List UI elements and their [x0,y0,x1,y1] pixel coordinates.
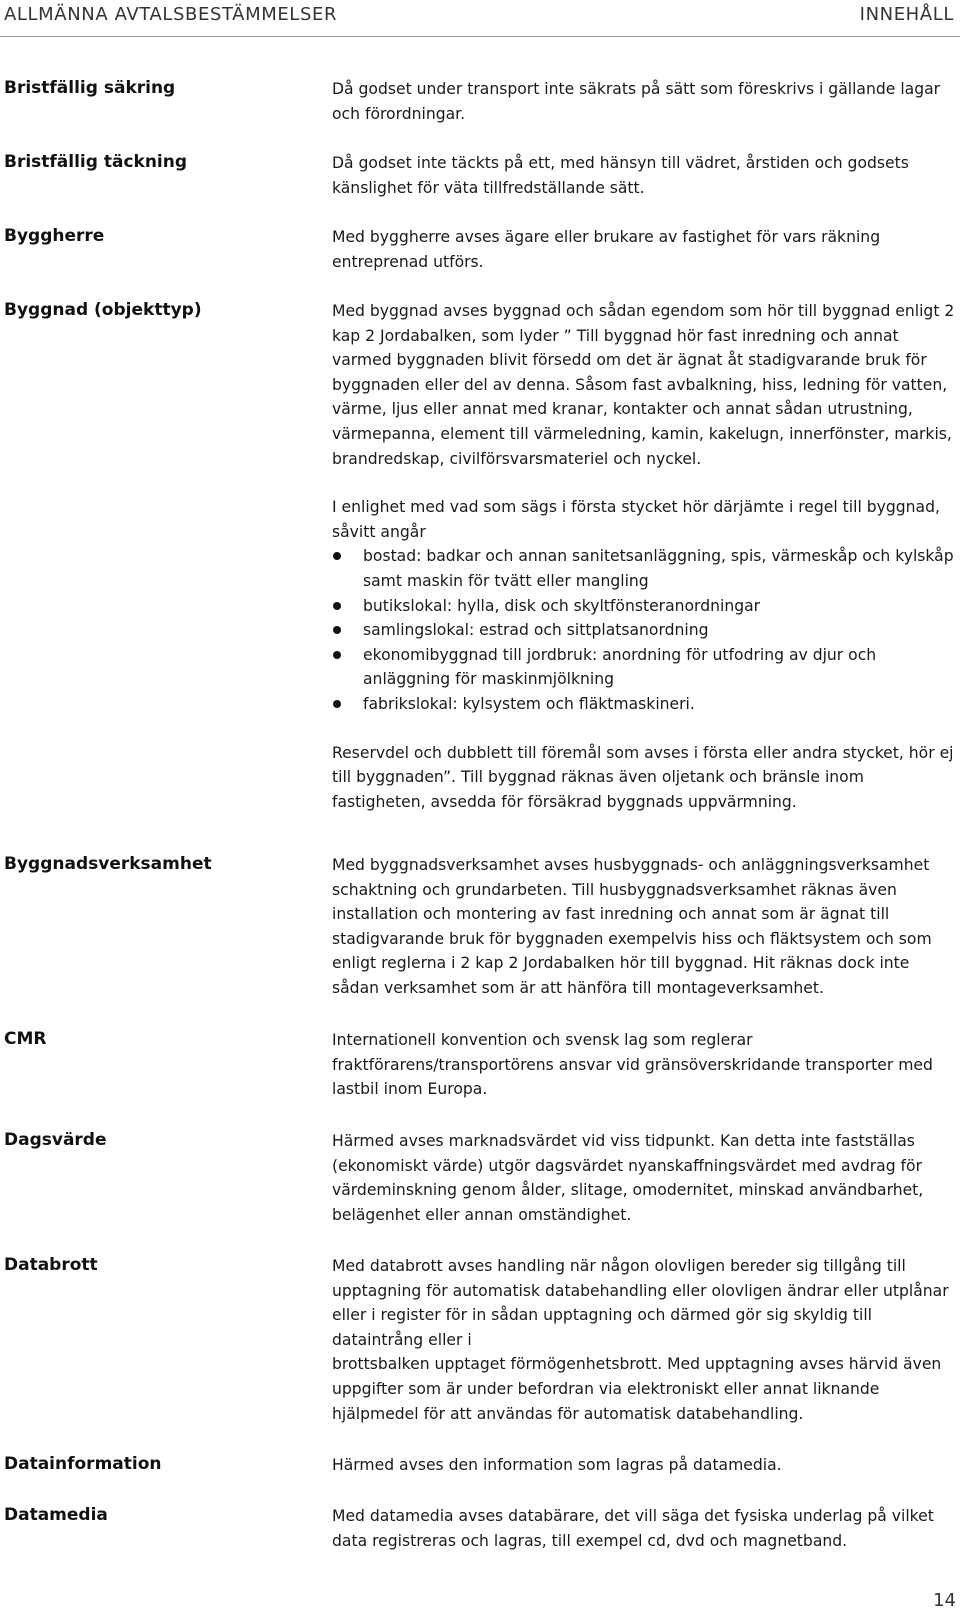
definition-datamedia [332,1504,958,1553]
bullet-icon [333,700,341,708]
list-item: samlingslokal: estrad och sittplatsanordning [332,618,958,643]
definition-paragraph: Med datamedia avses databärare, det vill säga det fysiska underlag på vilket data registreras och lagras, till exempel cd, dvd och magnetband. [332,1507,934,1550]
term-bristfallig-sakring: Bristfällig säkring [4,78,176,98]
definition-paragraph: Med byggnadsverksamhet avses husbyggnads- och anläggningsverksamhet schaktning och grundarbeten. Till husbyggnadsverksamhet räknas även installation och montering av fast inredning och annat som är ägnat till stadigvarande bruk för byggnaden exempelvis hiss och fläktsystem och som enligt reglerna i 2 kap 2 Jordabalken hör till byggnad. Hit räknas dock inte sådan verksamhet som är att hänföra till montageverksamhet. [332,856,932,997]
term-databrott: Databrott [4,1255,98,1275]
term-cmr: CMR [4,1029,47,1049]
definition-bristfallig-sakring [332,77,958,126]
definition-datainformation [332,1453,958,1478]
term-bristfallig-tackning: Bristfällig täckning [4,152,188,172]
definition-paragraph: Med byggherre avses ägare eller brukare av fastighet för vars räkning entreprenad utförs. [332,228,881,271]
definition-paragraph: Reservdel och dubblett till föremål som avses i första eller andra stycket, hör ej till byggnaden”. Till byggnad räknas även oljetank och bränsle inom fastigheten, avsedda för försäkrad byggnads uppvärmning. [332,743,954,811]
definition-byggnadsverksamhet [332,853,958,1001]
definition-databrott [332,1254,958,1426]
term-byggherre: Byggherre [4,226,105,246]
list-item: ekonomibyggnad till jordbruk: anordning för utfodring av djur och anläggning för maskinmjölkning [332,643,958,692]
bullet-icon [333,651,341,659]
page-number: 14 [933,1590,956,1611]
definition-paragraph: I enlighet med vad som sägs i första stycket hör därjämte i regel till byggnad, såvitt angår [332,498,940,541]
definition-bristfallig-tackning [332,151,958,200]
term-datainformation: Datainformation [4,1454,162,1474]
definition-paragraph: brottsbalken upptaget förmögenhetsbrott. Med upptagning avses härvid även uppgifter som är under befordran via elektroniskt eller annat liknande hjälpmedel för att användas för automatisk databehandling. [332,1355,942,1423]
term-byggnadsverksamhet: Byggnadsverksamhet [4,854,212,874]
list-item: bostad: badkar och annan sanitetsanläggning, spis, värmeskåp och kylskåp samt maskin för tvätt eller mangling [332,544,958,593]
bullet-list [332,544,958,716]
definition-dagsvarde [332,1129,958,1227]
bullet-icon [333,602,341,610]
section-title: ALLMÄNNA AVTALSBESTÄMMELSER [4,4,338,25]
definition-paragraph: Då godset under transport inte säkrats på sätt som föreskrivs i gällande lagar och förordningar. [332,80,941,123]
definition-paragraph: Härmed avses marknadsvärdet vid viss tidpunkt. Kan detta inte fastställas (ekonomiskt värde) utgör dagsvärdet nyanskaffningsvärdet med avdrag för värdeminskning genom ålder, slitage, omodernitet, minskad användbarhet, belägenhet eller annan omständighet. [332,1132,924,1224]
definition-paragraph: Med byggnad avses byggnad och sådan egendom som hör till byggnad enligt 2 kap 2 Jordabalken, som lyder ” Till byggnad hör fast inredning och annat varmed byggnaden blivit försedd om det är ägnat åt stadigvarande bruk för byggnaden eller del av denna. Såsom fast avbalkning, hiss, ledning för vatten, värme, ljus eller annat med kranar, kontakter och annat sådan utrustning, värmepanna, element till värmeledning, kamin, kakelugn, innerfönster, markis, brandredskap, civilförsvarsmateriel och nyckel. [332,302,955,468]
term-byggnad-objekttyp: Byggnad (objekttyp) [4,300,202,320]
definition-paragraph: Härmed avses den information som lagras på datamedia. [332,1456,782,1474]
toc-link[interactable]: INNEHÅLL [859,4,954,25]
bullet-icon [333,552,341,560]
definition-paragraph: Internationell konvention och svensk lag som reglerar fraktförarens/transportörens ansvar vid gränsöverskridande transporter med lastbil inom Europa. [332,1031,933,1099]
definition-cmr [332,1028,958,1102]
definition-paragraph: Då godset inte täckts på ett, med hänsyn till vädret, årstiden och godsets känslighet för väta tillfredställande sätt. [332,154,909,197]
bullet-icon [333,626,341,634]
definition-byggnad-objekttyp [332,299,958,814]
term-datamedia: Datamedia [4,1505,108,1525]
list-item: fabrikslokal: kylsystem och fläktmaskineri. [332,692,958,717]
list-item: butikslokal: hylla, disk och skyltfönsteranordningar [332,594,958,619]
term-dagsvarde: Dagsvärde [4,1130,107,1150]
definition-paragraph: Med databrott avses handling när någon olovligen bereder sig tillgång till upptagning för automatisk databehandling eller olovligen ändrar eller utplånar eller i register för in sådan upptagning och därmed gör sig skyldig till dataintrång eller i [332,1257,949,1349]
page-header [0,0,960,37]
definition-byggherre [332,225,958,274]
